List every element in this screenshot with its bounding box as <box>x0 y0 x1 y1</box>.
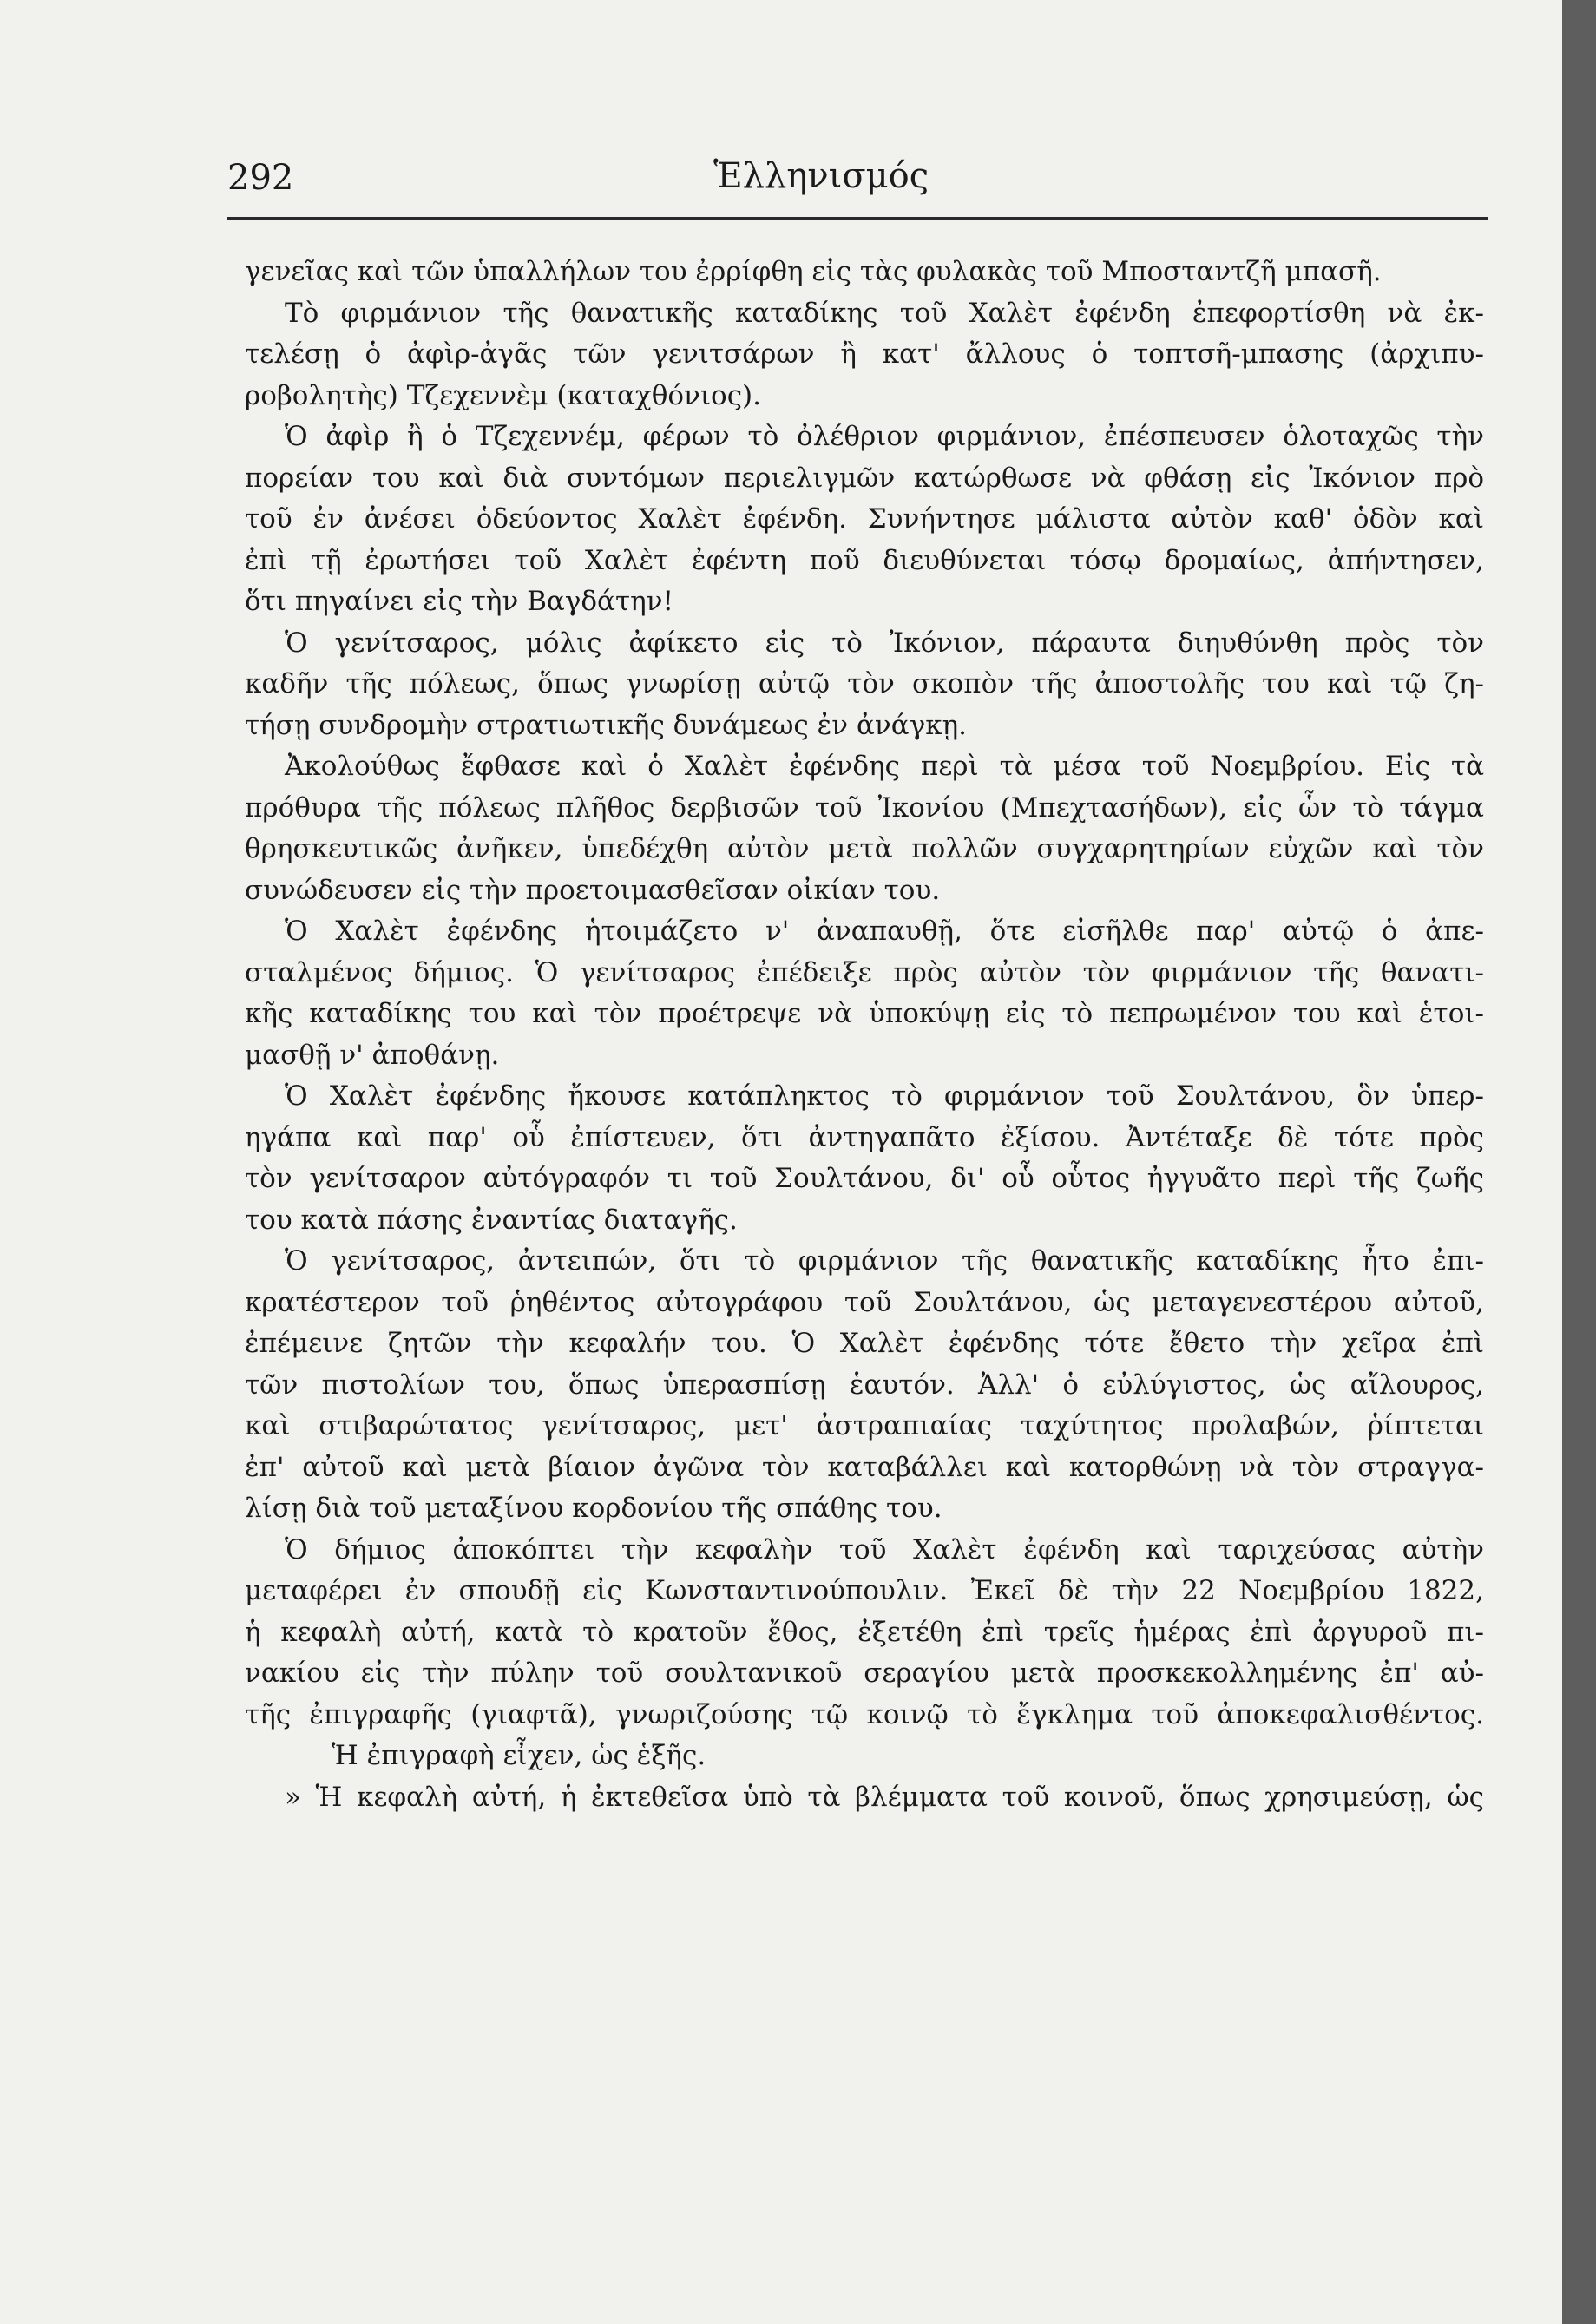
text-line: ἡ κεφαλὴ αὐτή, κατὰ τὸ κρατοῦν ἔθος, ἐξετέθη ἐπὶ τρεῖς ἡμέρας ἐπὶ ἀργυροῦ πι- <box>245 1616 1484 1648</box>
text-line: τῶν πιστολίων του, ὅπως ὑπερασπίσῃ ἑαυτόν. Ἀλλ' ὁ εὐλύγιστος, ὡς αἴλουρος, <box>245 1369 1484 1401</box>
text-line: σταλμένος δήμιος. Ὁ γενίτσαρος ἐπέδειξε πρὸς αὐτὸν τὸν φιρμάνιον τῆς θανατι- <box>245 956 1484 988</box>
text-line: πρόθυρα τῆς πόλεως πλῆθος δερβισῶν τοῦ Ἰκονίου (Μπεχτασήδων), εἰς ὧν τὸ τάγμα <box>245 791 1484 824</box>
page-header <box>227 158 1442 210</box>
text-line: Ὁ Χαλὲτ ἐφένδης ἤκουσε κατάπληκτος τὸ φιρμάνιον τοῦ Σουλτάνου, ὃν ὑπερ- <box>285 1080 1484 1112</box>
text-line: κρατέστερον τοῦ ῥηθέντος αὐτογράφου τοῦ Σουλτάνου, ὡς μεταγενεστέρου αὐτοῦ, <box>245 1286 1484 1318</box>
text-line: πορείαν του καὶ διὰ συντόμων περιελιγμῶν κατώρθωσε νὰ φθάσῃ εἰς Ἰκόνιον πρὸ <box>245 462 1484 494</box>
text-line: συνώδευσεν εἰς τὴν προετοιμασθεῖσαν οἰκίαν του. <box>245 874 941 906</box>
text-line: ροβολητὴς) Τζεχεννὲμ (καταχθόνιος). <box>245 379 762 411</box>
text-line: γενεῖας καὶ τῶν ὑπαλλήλων του ἐρρίφθη εἰς τὰς φυλακὰς τοῦ Μποσταντζῆ μπασῆ. <box>245 256 1382 287</box>
text-line: Ὁ γενίτσαρος, ἀντειπών, ὅτι τὸ φιρμάνιον τῆς θανατικῆς καταδίκης ἦτο ἐπι- <box>285 1245 1484 1277</box>
text-line: Τὸ φιρμάνιον τῆς θανατικῆς καταδίκης τοῦ Χαλὲτ ἐφένδη ἐπεφορτίσθη νὰ ἐκ- <box>285 297 1484 329</box>
text-line: τῆς ἐπιγραφῆς (γιαφτᾶ), γνωριζούσης τῷ κοινῷ τὸ ἔγκλημα τοῦ ἀποκεφαλισθέντος. <box>245 1698 1484 1730</box>
header-rule <box>227 217 1488 220</box>
text-line: Ὁ δήμιος ἀποκόπτει τὴν κεφαλὴν τοῦ Χαλὲτ ἐφένδη καὶ ταριχεύσας αὐτὴν <box>285 1533 1484 1566</box>
text-line: καδῆν τῆς πόλεως, ὅπως γνωρίσῃ αὐτῷ τὸν σκοπὸν τῆς ἀποστολῆς του καὶ τῷ ζη- <box>245 668 1484 699</box>
text-line: θρησκευτικῶς ἀνῆκεν, ὑπεδέχθη αὐτὸν μετὰ πολλῶν συγχαρητηρίων εὐχῶν καὶ τὸν <box>245 833 1484 864</box>
text-line: Ἀκολούθως ἔφθασε καὶ ὁ Χαλὲτ ἐφένδης περὶ τὰ μέσα τοῦ Νοεμβρίου. Εἰς τὰ <box>285 751 1484 782</box>
text-line: ἐπέμεινε ζητῶν τὴν κεφαλήν του. Ὁ Χαλὲτ ἐφένδης τότε ἔθετο τὴν χεῖρα ἐπὶ <box>245 1328 1484 1359</box>
text-line: τήσῃ συνδρομὴν στρατιωτικῆς δυνάμεως ἐν ἀνάγκῃ. <box>245 709 968 741</box>
text-line: τοῦ ἐν ἀνέσει ὁδεύοντος Χαλὲτ ἐφένδη. Συνήντησε μάλιστα αὐτὸν καθ' ὁδὸν καὶ <box>245 503 1484 535</box>
text-line: τελέσῃ ὁ ἀφὶρ-ἀγᾶς τῶν γενιτσάρων ἢ κατ' ἄλλους ὁ τοπτσῆ-μπασης (ἀρχιπυ- <box>245 338 1484 370</box>
text-line: νακίου εἰς τὴν πύλην τοῦ σουλτανικοῦ σεραγίου μετὰ προσκεκολλημένης ἐπ' αὐ- <box>245 1658 1484 1689</box>
text-line: του κατὰ πάσης ἐναντίας διαταγῆς. <box>245 1204 738 1236</box>
text-line: μεταφέρει ἐν σπουδῇ εἰς Κωνσταντινούπουλιν. Ἐκεῖ δὲ τὴν 22 Νοεμβρίου 1822, <box>245 1575 1484 1606</box>
text-line: ηγάπα καὶ παρ' οὗ ἐπίστευεν, ὅτι ἀντηγαπᾶτο ἐξίσου. Ἀντέταξε δὲ τότε πρὸς <box>245 1121 1484 1153</box>
text-line: Ὁ ἀφὶρ ἢ ὁ Τζεχεννέμ, φέρων τὸ ὀλέθριον φιρμάνιον, ἐπέσπευσεν ὁλοταχῶς τὴν <box>285 421 1484 452</box>
text-line: ἐπ' αὐτοῦ καὶ μετὰ βίαιον ἀγῶνα τὸν καταβάλλει καὶ κατορθώνῃ νὰ τὸν στραγγα- <box>245 1451 1484 1483</box>
text-line: ὅτι πηγαίνει εἰς τὴν Βαγδάτην! <box>245 586 674 617</box>
text-line: Ὁ Χαλὲτ ἐφένδης ἡτοιμάζετο ν' ἀναπαυθῇ, ὅτε εἰσῆλθε παρ' αὐτῷ ὁ ἀπε- <box>285 916 1484 947</box>
text-line: λίσῃ διὰ τοῦ μεταξίνου κορδονίου τῆς σπάθης του. <box>245 1493 942 1524</box>
text-line: μασθῇ ν' ἀποθάνῃ. <box>245 1039 500 1071</box>
page-number: 292 <box>227 158 294 198</box>
text-line: Ὁ γενίτσαρος, μόλις ἀφίκετο εἰς τὸ Ἰκόνιον, πάραυτα διηυθύνθη πρὸς τὸν <box>285 627 1484 659</box>
body-text <box>245 252 1484 1818</box>
text-line: τὸν γενίτσαρον αὐτόγραφόν τι τοῦ Σουλτάνου, δι' οὗ οὗτος ἠγγυᾶτο περὶ τῆς ζωῆς <box>245 1163 1484 1194</box>
text-line: Ἡ ἐπιγραφὴ εἶχεν, ὡς ἑξῆς. <box>332 1740 706 1771</box>
text-line: » Ἡ κεφαλὴ αὐτή, ἡ ἐκτεθεῖσα ὑπὸ τὰ βλέμματα τοῦ κοινοῦ, ὅπως χρησιμεύσῃ, ὡς <box>285 1781 1484 1813</box>
book-edge <box>1562 0 1596 2324</box>
text-line: κῆς καταδίκης του καὶ τὸν προέτρεψε νὰ ὑποκύψῃ εἰς τὸ πεπρωμένον του καὶ ἑτοι- <box>245 998 1484 1029</box>
text-line: ἐπὶ τῇ ἐρωτήσει τοῦ Χαλὲτ ἐφέντη ποῦ διευθύνεται τόσῳ δρομαίως, ἀπήντησεν, <box>245 544 1484 576</box>
text-line: καὶ στιβαρώτατος γενίτσαρος, μετ' ἀστραπιαίας ταχύτητος προλαβών, ῥίπτεται <box>245 1410 1484 1441</box>
running-title: Ἑλληνισμός <box>713 156 929 196</box>
